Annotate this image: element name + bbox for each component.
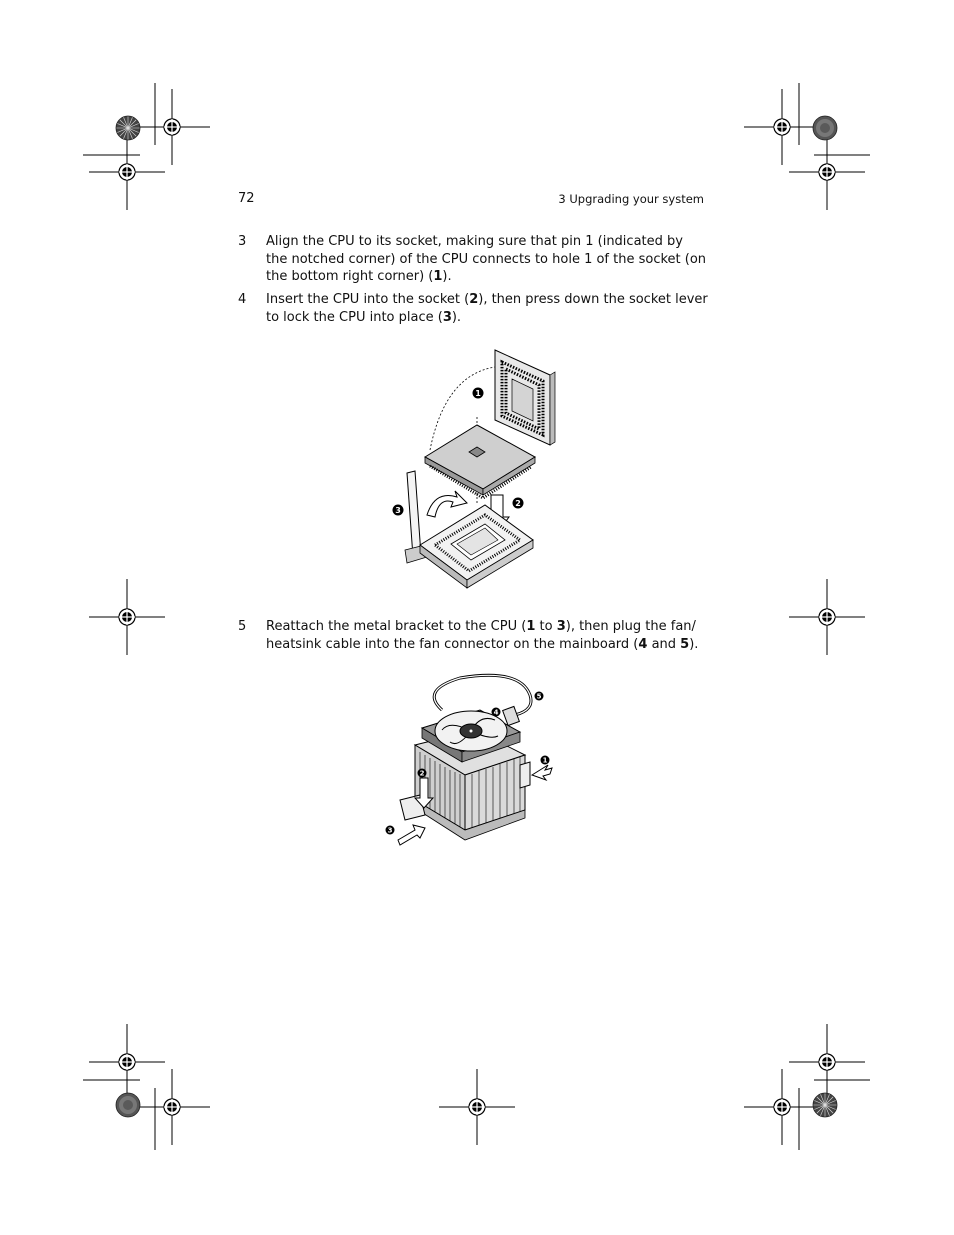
svg-text:1: 1 [475, 389, 481, 398]
registration-cross [134, 89, 210, 165]
cpu-socket [420, 505, 533, 588]
page-number: 72 [238, 191, 255, 206]
cpu-chip [425, 425, 535, 498]
registration-cross [744, 1069, 820, 1145]
step-5 [238, 618, 708, 653]
svg-text:3: 3 [395, 506, 401, 515]
step-number: 3 [238, 234, 247, 249]
heatsink-fan-illustration [380, 670, 560, 850]
step-text: Align the CPU to its socket, making sure that pin 1 (indicated by the notched corner) of the CPU connects to hole 1 of the socket (on the bottom right corner) (1). [266, 234, 707, 284]
registration-burst [116, 1093, 140, 1117]
registration-cross [439, 1069, 515, 1145]
registration-burst [813, 116, 837, 140]
running-header: 3 Upgrading your system [558, 192, 704, 206]
step-text: Reattach the metal bracket to the CPU (1 to 3), then plug the fan/ heatsink cable into the fan connector on the mainboard (4 and 5). [266, 619, 699, 652]
registration-burst [813, 1093, 837, 1117]
registration-cross [744, 89, 820, 165]
registration-cross [789, 134, 865, 210]
step-number: 4 [238, 292, 247, 307]
registration-cross [789, 579, 865, 655]
registration-cross [89, 1024, 165, 1100]
svg-text:3: 3 [387, 826, 393, 835]
registration-cross [89, 134, 165, 210]
svg-text:2: 2 [515, 499, 521, 508]
svg-text:5: 5 [536, 692, 542, 701]
press-lever-arrow [427, 491, 467, 517]
step-3 [238, 233, 708, 286]
clip-arrow [398, 825, 425, 845]
registration-burst [116, 116, 140, 140]
svg-text:4: 4 [493, 708, 499, 717]
registration-cross [134, 1069, 210, 1145]
svg-text:2: 2 [419, 769, 425, 778]
cpu-socket-illustration [385, 345, 570, 595]
step-text: Insert the CPU into the socket (2), then press down the socket lever to lock the CPU into place (3). [266, 292, 708, 325]
step-number: 5 [238, 619, 247, 634]
registration-cross [89, 579, 165, 655]
step-4 [238, 291, 708, 326]
registration-cross [789, 1024, 865, 1100]
fan-connector [503, 706, 520, 725]
svg-text:1: 1 [542, 756, 548, 765]
clip-arrow [532, 765, 552, 780]
cpu-underside [495, 350, 555, 445]
